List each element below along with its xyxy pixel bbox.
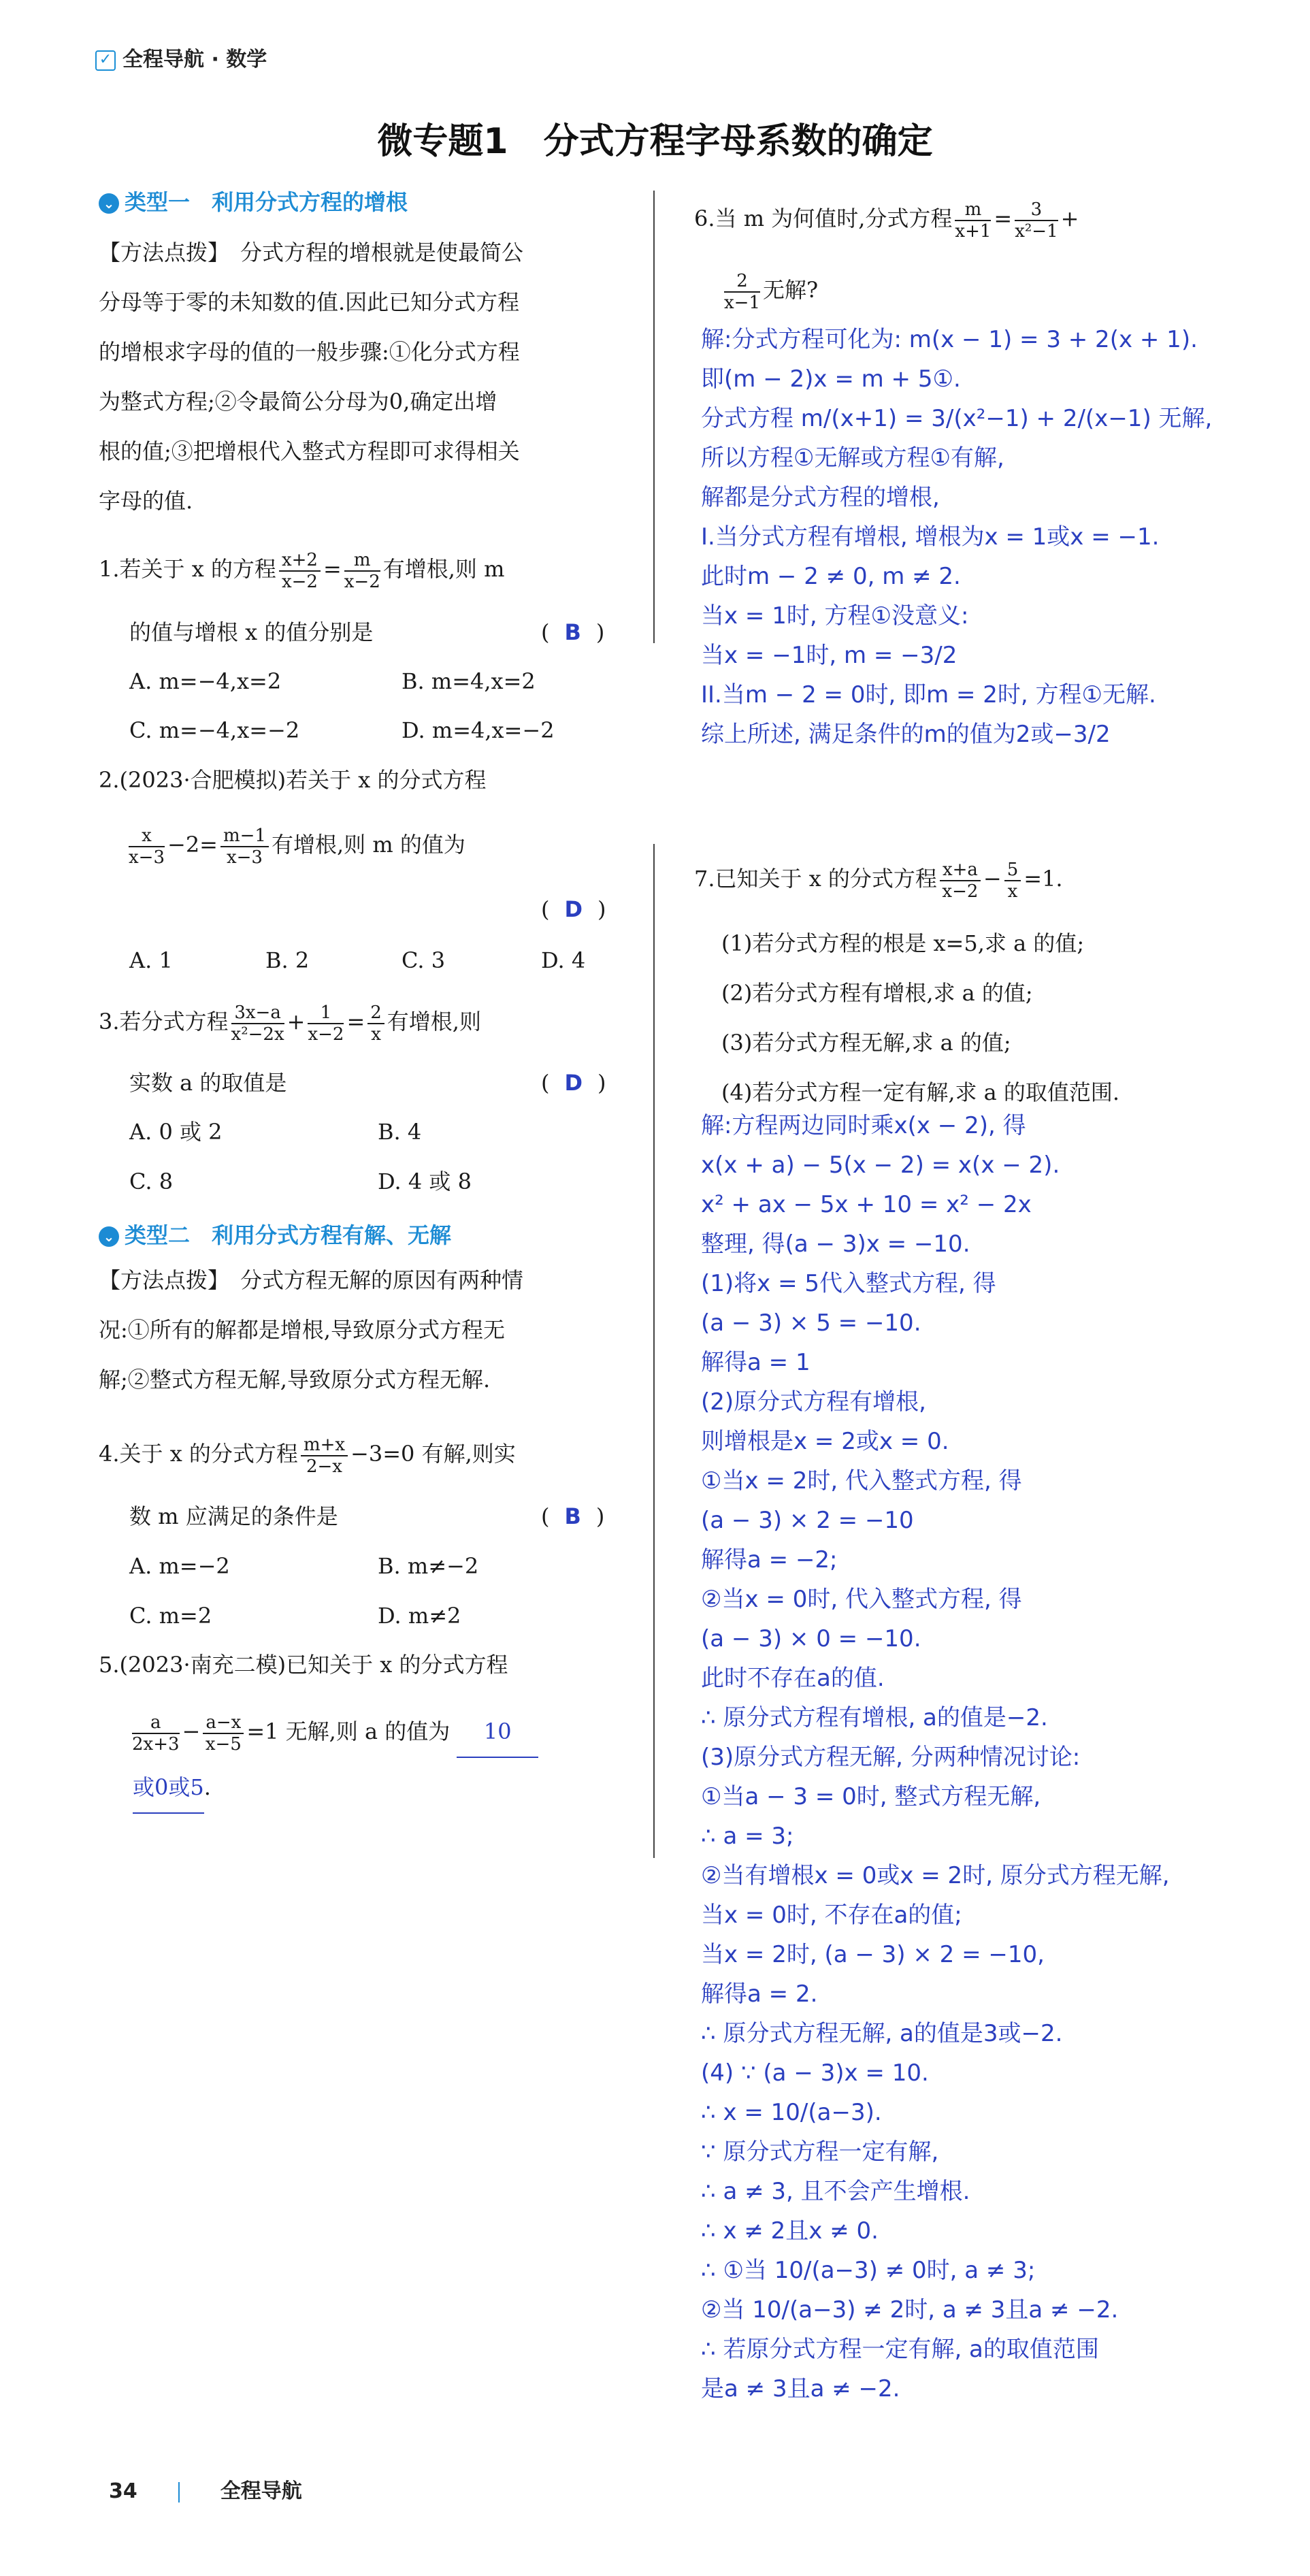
fraction: $\frac{x+a}{x-2}$ bbox=[940, 860, 981, 902]
solution-line: 解:分式方程可化为: m(x − 1) = 3 + 2(x + 1). bbox=[701, 326, 1198, 353]
solution-line: 即(m − 2)x = m + 5①. bbox=[701, 365, 961, 393]
solution-line: 解都是分式方程的增根, bbox=[701, 484, 940, 511]
q4-stem: 4.关于 x 的分式方程 $\frac{m+x}{2-x}$ −3=0 有解,则实 bbox=[99, 1434, 516, 1477]
q7-stem: 7.已知关于 x 的分式方程 $\frac{x+a}{x-2}$ − $\frac{5}{x}$ =1. bbox=[694, 859, 1063, 902]
q6-stem: 6.当 m 为何值时,分式方程 $\frac{m}{x+1}$ = $\frac{3}{\text{x²−1}}$ + bbox=[694, 199, 1079, 242]
solution-line: 此时m − 2 ≠ 0, m ≠ 2. bbox=[701, 563, 961, 590]
option: B. 2 bbox=[265, 947, 310, 973]
solution-line: I.当分式方程有增根, 增根为x = 1或x = −1. bbox=[701, 523, 1160, 551]
solution-line: ∴ 原分式方程有增根, a的值是−2. bbox=[701, 1704, 1048, 1731]
tip-line: 字母的值. bbox=[99, 488, 193, 514]
solution-line: 解得a = 2. bbox=[701, 1980, 818, 2008]
option: A. 0 或 2 bbox=[129, 1119, 223, 1145]
solution-line: ∴ a = 3; bbox=[701, 1823, 794, 1850]
q2-answer: ( D ) bbox=[541, 896, 606, 922]
page-number: 34 bbox=[109, 2479, 137, 2503]
solution-line: ①当x = 2时, 代入整式方程, 得 bbox=[701, 1467, 1022, 1495]
section-type1: ⌄ 类型一 利用分式方程的增根 bbox=[99, 185, 408, 216]
fraction: $\frac{m+x}{2-x}$ bbox=[301, 1435, 348, 1477]
part-line: (2)若分式方程有增根,求 a 的值; bbox=[721, 980, 1033, 1006]
fraction: $\frac{5}{x}$ bbox=[1004, 860, 1021, 902]
answer-blank: 10 bbox=[457, 1707, 538, 1758]
q4-answer: ( B ) bbox=[541, 1503, 605, 1529]
tip-line: 根的值;③把增根代入整式方程即可求得相关 bbox=[99, 438, 520, 464]
q3-stem: 3.若分式方程 $\frac{3x-a}{\text{x²−2x}}$ + $\frac{1}{x-2}$ = $\frac{2}{x}$ 有增根,则 bbox=[99, 1002, 481, 1045]
solution-line: 所以方程①无解或方程①有解, bbox=[701, 444, 1004, 472]
part-line: (4)若分式方程一定有解,求 a 的取值范围. bbox=[721, 1079, 1120, 1105]
fraction: $\frac{3}{\text{x²−1}}$ bbox=[1015, 199, 1058, 242]
tip-block-2 bbox=[99, 1256, 523, 1405]
fraction: $\frac{2}{x-1}$ bbox=[724, 270, 760, 313]
solution-line: ∵ 原分式方程一定有解, bbox=[701, 2138, 939, 2166]
q6-solution bbox=[701, 320, 1212, 754]
solution-line: ∴ 若原分式方程一定有解, a的取值范围 bbox=[701, 2336, 1099, 2363]
option: C. m=−4,x=−2 bbox=[129, 717, 300, 743]
option: D. 4 或 8 bbox=[378, 1169, 472, 1194]
solution-line: II.当m − 2 = 0时, 即m = 2时, 方程①无解. bbox=[701, 681, 1156, 708]
fraction: $\frac{a}{2x+3}$ bbox=[132, 1712, 180, 1755]
q3-answer: ( D ) bbox=[541, 1070, 606, 1096]
tip-line: 分母等于零的未知数的值.因此已知分式方程 bbox=[99, 289, 520, 315]
tip-block-1 bbox=[99, 228, 523, 526]
q1-stem: 1.若关于 x 的方程 $\frac{x+2}{x-2}$ = $\frac{m}{x-2}$ 有增根,则 m bbox=[99, 549, 505, 592]
section-type2: ⌄ 类型二 利用分式方程有解、无解 bbox=[99, 1218, 451, 1250]
solution-line: 分式方程 m/(x+1) = 3/(x²−1) + 2/(x−1) 无解, bbox=[701, 405, 1213, 432]
q1-answer: ( B ) bbox=[541, 619, 605, 645]
option: C. 3 bbox=[402, 947, 446, 973]
tip-line: 【方法点拨】 分式方程的增根就是使最简公 bbox=[99, 240, 524, 265]
q4-line2: 数 m 应满足的条件是 bbox=[129, 1503, 338, 1529]
solution-line: 当x = 2时, (a − 3) × 2 = −10, bbox=[701, 1941, 1045, 1968]
solution-line: x(x + a) − 5(x − 2) = x(x − 2). bbox=[701, 1152, 1060, 1179]
solution-line: ②当 10/(a−3) ≠ 2时, a ≠ 3且a ≠ −2. bbox=[701, 2296, 1119, 2324]
tip-line: 为整式方程;②令最简公分母为0,确定出增 bbox=[99, 389, 497, 414]
column-divider bbox=[653, 844, 655, 1858]
footer-divider bbox=[178, 2482, 180, 2502]
solution-line: (a − 3) × 0 = −10. bbox=[701, 1625, 921, 1652]
solution-line: (4) ∵ (a − 3)x = 10. bbox=[701, 2059, 929, 2087]
solution-line: (a − 3) × 5 = −10. bbox=[701, 1309, 921, 1337]
q5-equation: $\frac{a}{2x+3}$ − $\frac{a-x}{x-5}$ =1 无解,则 a 的值为 10 bbox=[129, 1707, 538, 1758]
page-title: 微专题1 分式方程字母系数的确定 bbox=[377, 121, 933, 162]
fraction: $\frac{m}{x-2}$ bbox=[344, 549, 380, 592]
option: D. m≠2 bbox=[378, 1603, 461, 1629]
option: D. 4 bbox=[541, 947, 586, 973]
option: B. m=4,x=2 bbox=[402, 668, 536, 694]
footer-brand: 全程导航 bbox=[220, 2479, 302, 2503]
part-line: (3)若分式方程无解,求 a 的值; bbox=[721, 1030, 1011, 1056]
q7-solution bbox=[701, 1106, 1170, 2409]
fraction: $\frac{m}{x+1}$ bbox=[955, 199, 992, 242]
fraction: $\frac{m-1}{x-3}$ bbox=[220, 826, 269, 868]
option: D. m=4,x=−2 bbox=[402, 717, 555, 743]
option: A. 1 bbox=[129, 947, 173, 973]
chevron-down-icon: ⌄ bbox=[99, 1226, 119, 1247]
fraction: $\frac{3x-a}{\text{x²−2x}}$ bbox=[231, 1002, 284, 1045]
q5-line2: 或0或5. bbox=[133, 1763, 211, 1814]
solution-line: 解得a = −2; bbox=[701, 1546, 838, 1574]
solution-line: ∴ 原分式方程无解, a的值是3或−2. bbox=[701, 2020, 1063, 2047]
solution-line: (a − 3) × 2 = −10 bbox=[701, 1507, 914, 1534]
q1-line2: 的值与增根 x 的值分别是 bbox=[129, 619, 374, 645]
tip-line: 况:①所有的解都是增根,导致原分式方程无 bbox=[99, 1317, 505, 1343]
header-brand: ✓ 全程导航 · 数学 bbox=[95, 42, 267, 72]
option: C. m=2 bbox=[129, 1603, 212, 1629]
solution-line: 综上所述, 满足条件的m的值为2或−3/2 bbox=[701, 721, 1111, 748]
solution-line: ∴ x = 10/(a−3). bbox=[701, 2099, 882, 2126]
option: A. m=−2 bbox=[129, 1553, 230, 1579]
option: B. 4 bbox=[378, 1119, 422, 1145]
tip-line: 解;②整式方程无解,导致原分式方程无解. bbox=[99, 1367, 491, 1392]
solution-line: ∴ x ≠ 2且x ≠ 0. bbox=[701, 2217, 879, 2245]
fraction: $\frac{x+2}{x-2}$ bbox=[279, 550, 321, 592]
tip-line: 【方法点拨】 分式方程无解的原因有两种情 bbox=[99, 1267, 524, 1293]
q5-stem: 5.(2023·南充二模)已知关于 x 的分式方程 bbox=[99, 1652, 508, 1678]
fraction: $\frac{2}{x}$ bbox=[367, 1002, 384, 1045]
option: C. 8 bbox=[129, 1169, 174, 1194]
q7-parts bbox=[721, 919, 1119, 1118]
fraction: $\frac{x}{x-3}$ bbox=[129, 825, 165, 868]
solution-line: (1)将x = 5代入整式方程, 得 bbox=[701, 1270, 996, 1297]
solution-line: ∴ a ≠ 3, 且不会产生增根. bbox=[701, 2178, 970, 2205]
column-divider bbox=[653, 191, 655, 643]
solution-line: 则增根是x = 2或x = 0. bbox=[701, 1428, 949, 1455]
option: B. m≠−2 bbox=[378, 1553, 479, 1579]
chevron-down-icon: ⌄ bbox=[99, 193, 119, 214]
option: A. m=−4,x=2 bbox=[129, 668, 282, 694]
q2-stem: 2.(2023·合肥模拟)若关于 x 的分式方程 bbox=[99, 767, 487, 793]
tip-line: 的增根求字母的值的一般步骤:①化分式方程 bbox=[99, 339, 520, 365]
answer-blank: 或0或5 bbox=[133, 1763, 204, 1814]
q3-line2: 实数 a 的取值是 bbox=[129, 1070, 287, 1096]
solution-line: (3)原分式方程无解, 分两种情况讨论: bbox=[701, 1744, 1081, 1771]
solution-line: 当x = 1时, 方程①没意义: bbox=[701, 602, 969, 630]
solution-line: 整理, 得(a − 3)x = −10. bbox=[701, 1230, 970, 1258]
solution-line: ∴ ①当 10/(a−3) ≠ 0时, a ≠ 3; bbox=[701, 2257, 1036, 2284]
fraction: $\frac{1}{x-2}$ bbox=[308, 1002, 344, 1045]
solution-line: (2)原分式方程有增根, bbox=[701, 1388, 926, 1416]
solution-line: x² + ax − 5x + 10 = x² − 2x bbox=[701, 1191, 1032, 1218]
footer bbox=[109, 2474, 302, 2504]
solution-line: 是a ≠ 3且a ≠ −2. bbox=[701, 2375, 900, 2402]
solution-line: ①当a − 3 = 0时, 整式方程无解, bbox=[701, 1783, 1041, 1810]
solution-line: 当x = −1时, m = −3/2 bbox=[701, 642, 957, 669]
part-line: (1)若分式方程的根是 x=5,求 a 的值; bbox=[721, 930, 1085, 956]
solution-line: 此时不存在a的值. bbox=[701, 1665, 885, 1692]
solution-line: 解得a = 1 bbox=[701, 1349, 810, 1376]
fraction: $\frac{a-x}{x-5}$ bbox=[203, 1712, 244, 1755]
solution-line: ②当有增根x = 0或x = 2时, 原分式方程无解, bbox=[701, 1862, 1170, 1889]
solution-line: 解:方程两边同时乘x(x − 2), 得 bbox=[701, 1112, 1026, 1139]
solution-line: ②当x = 0时, 代入整式方程, 得 bbox=[701, 1586, 1022, 1613]
check-icon: ✓ bbox=[95, 50, 116, 71]
solution-line: 当x = 0时, 不存在a的值; bbox=[701, 1902, 962, 1929]
q2-equation: $\frac{x}{x-3}$ −2= $\frac{m-1}{x-3}$ 有增根,则 m 的值为 bbox=[129, 825, 465, 868]
q6-line2: $\frac{2}{x-1}$ 无解? bbox=[724, 270, 819, 313]
